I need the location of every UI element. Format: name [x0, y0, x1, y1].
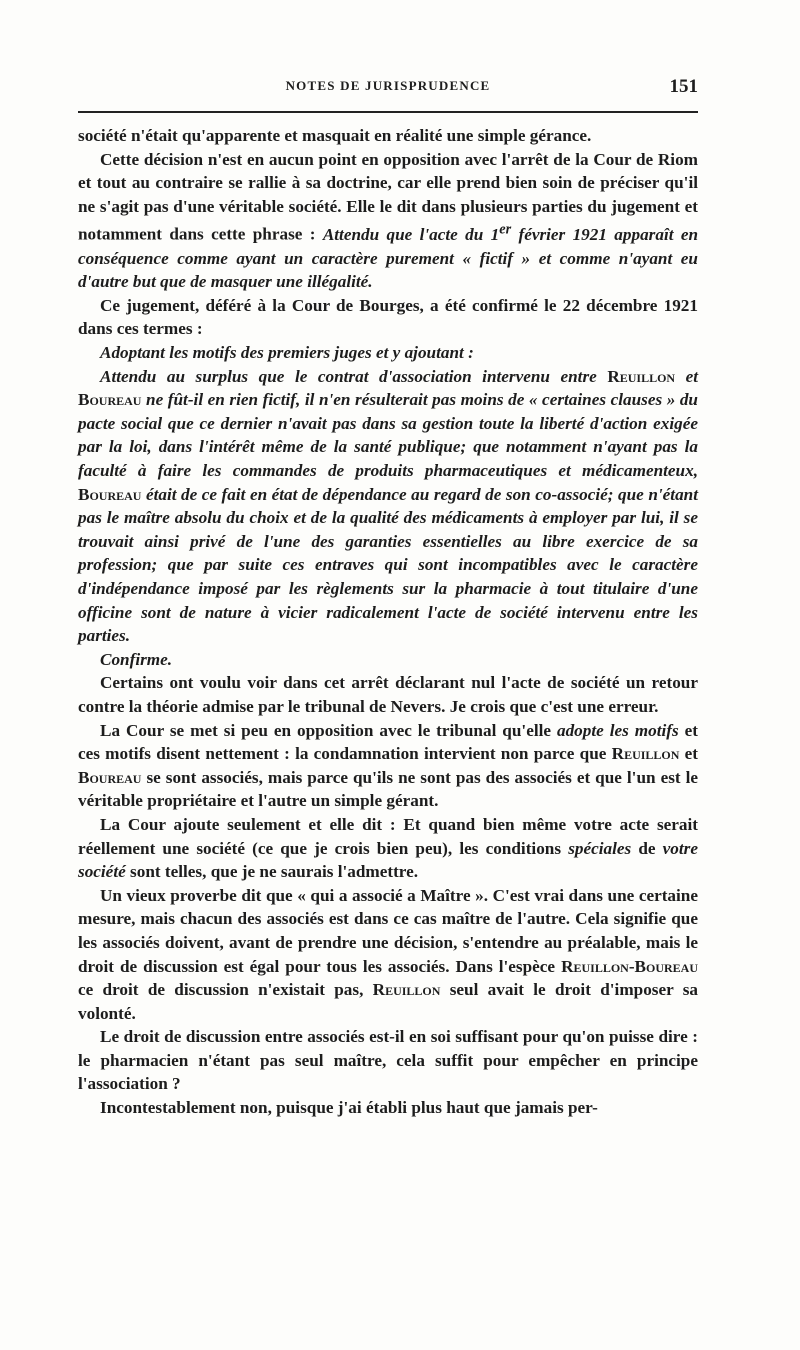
running-title: NOTES DE JURISPRUDENCE: [285, 78, 491, 93]
paragraph-2: Cette décision n'est en aucun point en opposition avec l'arrêt de la Cour de Riom et tout au contraire se rallie à sa doctrine, car elle prend bien soin de préciser qu'il ne s'agit pas d'une véritable société. Elle le dit dans plusieurs parties du jugement et notamment dans cette phrase : Attendu que l'acte du 1er février 1921 apparaît en conséquence comme ayant un caractère purement « fictif » et comme n'ayant eu d'autre but que de masquer une illégalité.: [78, 149, 699, 292]
paragraph-11: Le droit de discussion entre associés est-il en soi suffisant pour qu'on puisse dire : le pharmacien n'étant pas seul maître, cela suffit pour empêcher en principe l'association ?: [78, 1027, 698, 1094]
paragraph-4: Adoptant les motifs des premiers juges et y ajoutant :: [100, 343, 474, 363]
page-header: [78, 76, 698, 102]
paragraph-5: Attendu au surplus que le contrat d'association intervenu entre Reuillon et Boureau ne fût-il en rien fictif, il n'en résulterait pas moins de « certaines clauses » du pacte social que ce dernier n'avait pas dans sa gestion toute la liberté d'action exigée par la loi, dans l'intérêt même de la santé publique; que notamment n'ayant pas la faculté à faire les commandes de produits pharmaceutiques et médicamenteux, Boureau était de ce fait en état de dépendance au regard de son co-associé; que n'étant pas le maître absolu du choix et de la qualité des médicaments à employer par lui, il se trouvait ainsi privé de l'une des garanties essentielles au libre exercice de sa profession; que par suite ces entraves qui sont incompatibles avec le caractère d'indépendance imposé par les règlements sur la pharmacie à tout titulaire d'une officine sont de nature à vicier radicalement l'acte de société intervenu entre les parties.: [78, 366, 699, 646]
paragraph-6: Confirme.: [100, 649, 173, 669]
paragraph-10: Un vieux proverbe dit que « qui a associé a Maître ». C'est vrai dans une certaine mesure, mais chacun des associés est dans ce cas maître de l'autre. Cela signifie que les associés doivent, avant de prendre une décision, s'entendre au préalable, mais le droit de discussion est égal pour tous les associés. Dans l'espèce Reuillon-Boureau ce droit de discussion n'existait pas, Reuillon seul avait le droit d'imposer sa volonté.: [78, 885, 699, 1023]
paragraph-7: Certains ont voulu voir dans cet arrêt déclarant nul l'acte de société un retour contre la théorie admise par le tribunal de Nevers. Je crois que c'est une erreur.: [78, 673, 698, 716]
header-rule: [78, 111, 698, 113]
body-text: [78, 124, 698, 1120]
page-number: 151: [669, 76, 698, 97]
paragraph-1: société n'était qu'apparente et masquait en réalité une simple gérance.: [78, 126, 592, 145]
paragraph-8: La Cour se met si peu en opposition avec le tribunal qu'elle adopte les motifs et ces motifs disent nettement : la condamnation intervient non parce que Reuillon et Boureau se sont associés, mais parce qu'ils ne sont pas des associés et que l'un est le véritable propriétaire et l'autre un simple gérant.: [78, 720, 699, 811]
quote-jugement: Attendu que l'acte du 1er février 1921 apparaît en conséquence comme ayant un caractère purement « fictif » et comme n'ayant eu d'autre but que de masquer une illégalité.: [78, 221, 699, 292]
paragraph-9: La Cour ajoute seulement et elle dit : Et quand bien même votre acte serait réellement une société (ce que je crois bien peu), les conditions spéciales de votre société sont telles, que je ne saurais l'admettre.: [78, 814, 698, 882]
paragraph-12: Incontestablement non, puisque j'ai établi plus haut que jamais per-: [100, 1098, 598, 1118]
paragraph-3: Ce jugement, déféré à la Cour de Bourges, a été confirmé le 22 décembre 1921 dans ces termes :: [78, 295, 698, 339]
